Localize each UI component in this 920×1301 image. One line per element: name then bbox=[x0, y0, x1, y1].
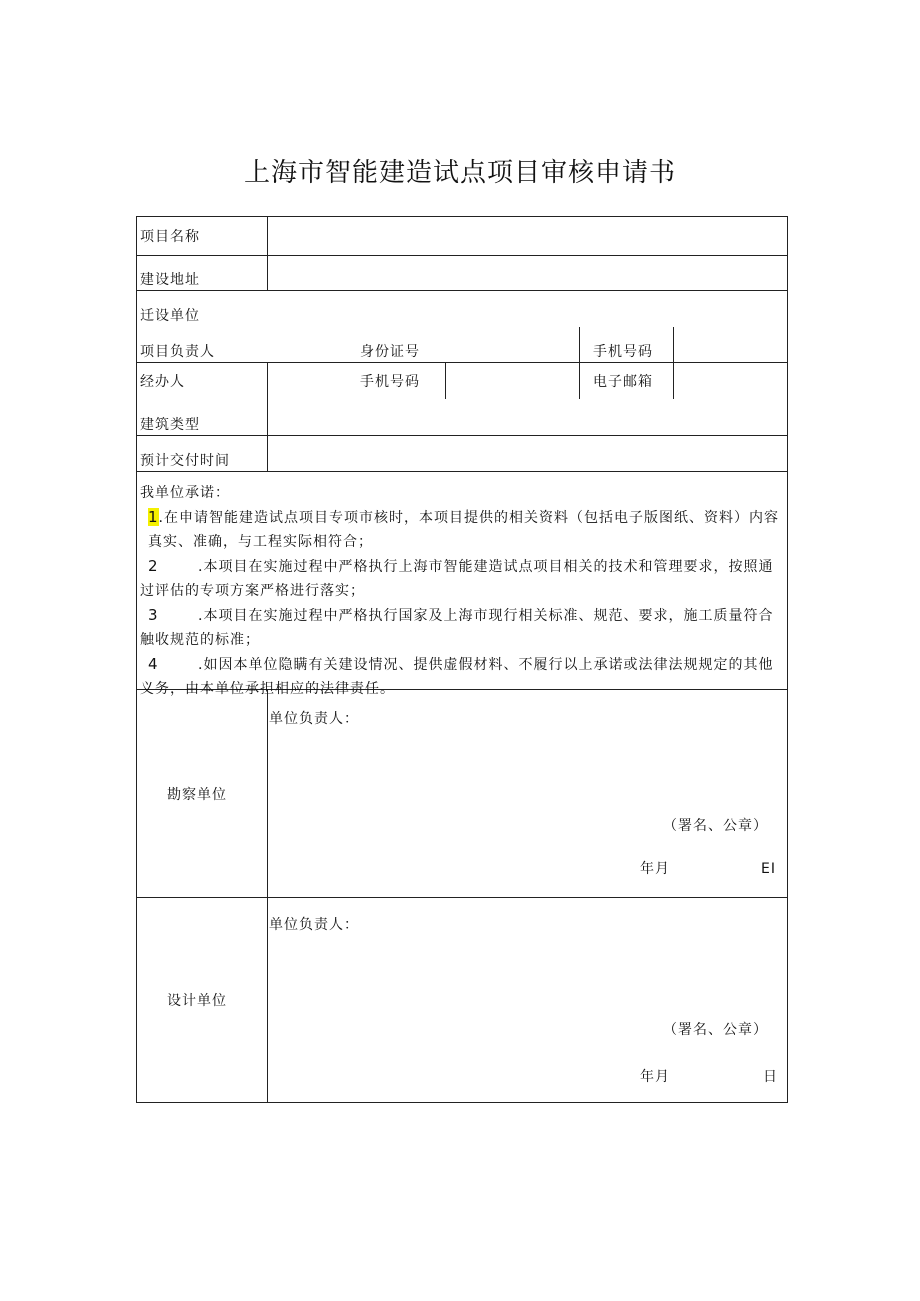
pledge-item-number: 4 bbox=[148, 655, 159, 673]
design-unit-year-month: 年月 bbox=[640, 1069, 670, 1085]
delivery-time-label: 预计交付时间 bbox=[140, 453, 230, 469]
pledge-item-number: 3 bbox=[148, 606, 159, 624]
application-form-table bbox=[136, 216, 788, 1103]
email-label: 电子邮箱 bbox=[593, 374, 653, 390]
pledge-heading: 我单位承诺： bbox=[140, 485, 230, 501]
handler-mobile-label: 手机号码 bbox=[360, 374, 420, 390]
row-divider bbox=[137, 471, 787, 472]
pledge-item bbox=[140, 505, 780, 554]
construction-address-label: 建设地址 bbox=[140, 272, 200, 288]
pledge-item bbox=[140, 652, 780, 701]
design-unit-signature: （署名、公章） bbox=[663, 1022, 768, 1038]
pledge-item bbox=[140, 603, 780, 652]
row-divider bbox=[137, 435, 787, 436]
column-divider bbox=[445, 363, 446, 399]
project-leader-label: 项目负责人 bbox=[140, 344, 215, 360]
row-divider bbox=[137, 362, 787, 363]
design-unit-leader: 单位负责人： bbox=[269, 917, 359, 933]
column-divider bbox=[267, 362, 268, 471]
survey-unit-label: 勘察单位 bbox=[167, 787, 227, 803]
design-unit-day: 日 bbox=[763, 1069, 778, 1085]
column-divider bbox=[579, 327, 580, 399]
building-type-label: 建筑类型 bbox=[140, 417, 200, 433]
column-divider bbox=[267, 689, 268, 1102]
column-divider bbox=[673, 327, 674, 399]
pledge-section bbox=[140, 481, 780, 701]
column-divider bbox=[267, 217, 268, 290]
pledge-item bbox=[140, 554, 780, 603]
survey-unit-leader: 单位负责人： bbox=[269, 711, 359, 727]
page-title: 上海市智能建造试点项目审核申请书 bbox=[243, 158, 676, 188]
pledge-item-text: .如因本单位隐瞒有关建设情况、提供虚假材料、不履行以上承诺或法律法规规定的其他义务，由本单位承担相应的法律责任。 bbox=[140, 657, 774, 697]
pledge-item-text: .本项目在实施过程中严格执行国家及上海市现行相关标准、规范、要求，施工质量符合触收规范的标准； bbox=[140, 608, 774, 648]
relocation-unit-label: 迁设单位 bbox=[140, 308, 200, 324]
pledge-item-number: 2 bbox=[148, 557, 159, 575]
survey-unit-day: EI bbox=[761, 861, 776, 877]
pledge-item-text: .本项目在实施过程中严格执行上海市智能建造试点项目相关的技术和管理要求，按照通过评估的专项方案严格进行落实； bbox=[140, 559, 774, 599]
pledge-item-number: 1 bbox=[148, 508, 159, 526]
row-divider bbox=[137, 897, 787, 898]
id-number-label: 身份证号 bbox=[360, 344, 420, 360]
mobile-label: 手机号码 bbox=[593, 344, 653, 360]
survey-unit-year-month: 年月 bbox=[640, 861, 670, 877]
survey-unit-signature: （署名、公章） bbox=[663, 818, 768, 834]
row-divider bbox=[137, 290, 787, 291]
handler-label: 经办人 bbox=[140, 374, 185, 390]
design-unit-label: 设计单位 bbox=[167, 993, 227, 1009]
row-divider bbox=[137, 255, 787, 256]
project-name-label: 项目名称 bbox=[140, 229, 200, 245]
pledge-item-text: .在申请智能建造试点项目专项市核时，本项目提供的相关资料（包括电子版图纸、资料）内容真实、准确，与工程实际相符合； bbox=[148, 510, 779, 550]
